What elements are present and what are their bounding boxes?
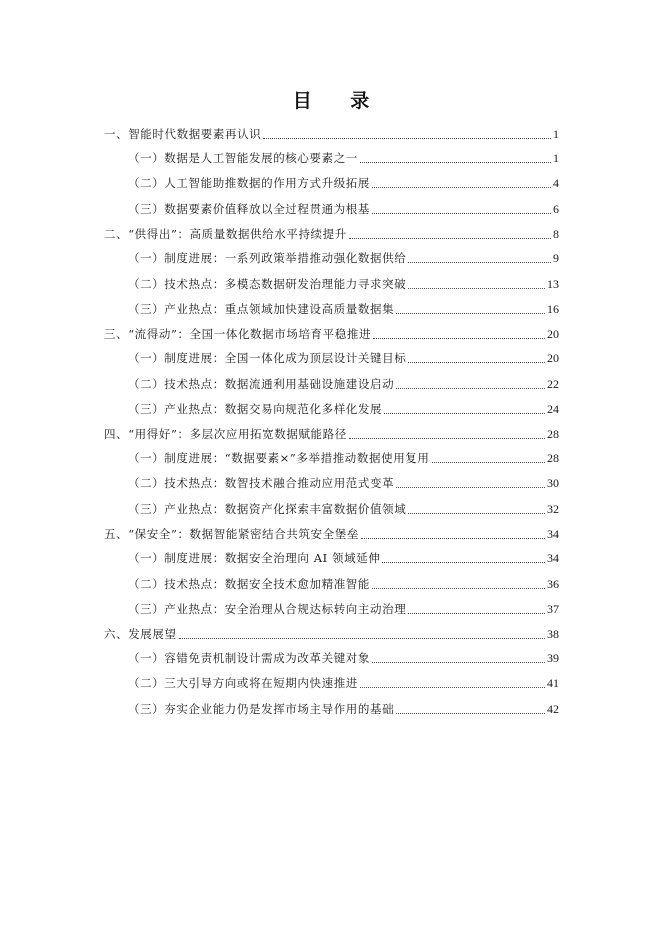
toc-entry[interactable] bbox=[128, 346, 559, 366]
toc-entry-label: （三）产业热点：安全治理从合规达标转向主动治理 bbox=[128, 602, 407, 616]
toc-dot-leader bbox=[408, 512, 545, 514]
toc-entry-page-number: 16 bbox=[547, 302, 559, 316]
toc-entry[interactable] bbox=[128, 372, 559, 392]
toc-entry[interactable] bbox=[128, 497, 559, 517]
toc-entry[interactable] bbox=[128, 597, 559, 617]
toc-entry-page-number: 41 bbox=[547, 676, 559, 690]
toc-entry-label: （一）制度进展：“数据要素×”多举措推动数据使用复用 bbox=[128, 451, 430, 465]
toc-dot-leader bbox=[349, 437, 545, 439]
toc-dot-leader bbox=[372, 212, 551, 214]
toc-dot-leader bbox=[372, 186, 551, 188]
toc-entry-label: （二）技术热点：多模态数据研发治理能力寻求突破 bbox=[128, 277, 407, 291]
toc-entry[interactable] bbox=[128, 546, 559, 566]
toc-entry[interactable] bbox=[128, 272, 559, 292]
toc-dot-leader bbox=[384, 412, 545, 414]
toc-entry-page-number: 1 bbox=[553, 151, 559, 165]
toc-entry-page-number: 34 bbox=[547, 551, 559, 565]
toc-entry[interactable] bbox=[128, 671, 559, 691]
toc-entry-label: （一）制度进展：全国一体化成为顶层设计关键目标 bbox=[128, 351, 407, 365]
toc-entry-page-number: 34 bbox=[547, 527, 559, 541]
toc-entry-page-number: 37 bbox=[547, 602, 559, 616]
toc-entry[interactable] bbox=[128, 146, 559, 166]
toc-entry[interactable] bbox=[128, 446, 559, 466]
toc-entry-label: （三）产业热点：数据资产化探索丰富数据价值领域 bbox=[128, 502, 407, 516]
toc-entry[interactable] bbox=[104, 622, 559, 642]
toc-entry-label: （一）数据是人工智能发展的核心要素之一 bbox=[128, 151, 358, 165]
toc-dot-leader bbox=[179, 637, 545, 639]
toc-entry-label: （三）夯实企业能力仍是发挥市场主导作用的基础 bbox=[128, 702, 395, 716]
toc-dot-leader bbox=[373, 337, 545, 339]
toc-entry-page-number: 30 bbox=[547, 476, 559, 490]
toc-entry-label: （三）产业热点：重点领域加快建设高质量数据集 bbox=[128, 302, 395, 316]
toc-entry-page-number: 13 bbox=[547, 277, 559, 291]
toc-entry-label: 四、“用得好”：多层次应用拓宽数据赋能路径 bbox=[104, 427, 347, 441]
toc-entry[interactable] bbox=[128, 697, 559, 717]
toc-entry[interactable] bbox=[104, 522, 559, 542]
toc-entry[interactable] bbox=[128, 297, 559, 317]
toc-entry-page-number: 1 bbox=[553, 127, 559, 141]
toc-dot-leader bbox=[382, 561, 545, 563]
toc-dot-leader bbox=[408, 612, 545, 614]
toc-dot-leader bbox=[408, 287, 545, 289]
toc-entry[interactable] bbox=[128, 397, 559, 417]
toc-dot-leader bbox=[396, 387, 545, 389]
toc-entry[interactable] bbox=[104, 322, 559, 342]
toc-entry-label: 五、“保安全”：数据智能紧密结合共筑安全堡垒 bbox=[104, 527, 359, 541]
toc-entry-label: 三、“流得动”：全国一体化数据市场培育平稳推进 bbox=[104, 327, 372, 341]
toc-entry-page-number: 42 bbox=[547, 702, 559, 716]
toc-dot-leader bbox=[396, 312, 545, 314]
toc-dot-leader bbox=[396, 712, 545, 714]
toc-entry-page-number: 8 bbox=[553, 227, 559, 241]
toc-entry-label: 一、智能时代数据要素再认识 bbox=[104, 127, 262, 141]
toc-entry-label: 六、发展展望 bbox=[104, 627, 177, 641]
toc-entry-label: 二、“供得出”：高质量数据供给水平持续提升 bbox=[104, 227, 347, 241]
toc-entry-page-number: 38 bbox=[547, 627, 559, 641]
toc-entry-label: （二）技术热点：数据流通利用基础设施建设启动 bbox=[128, 377, 395, 391]
toc-title: 目 录 bbox=[292, 90, 386, 112]
toc-entry-page-number: 24 bbox=[547, 402, 559, 416]
toc-entry-page-number: 6 bbox=[553, 202, 559, 216]
toc-entry[interactable] bbox=[128, 197, 559, 217]
toc-entry-page-number: 39 bbox=[547, 651, 559, 665]
toc-entry-label: （一）容错免责机制设计需成为改革关键对象 bbox=[128, 651, 370, 665]
toc-entry-label: （一）制度进展：一系列政策举措推动强化数据供给 bbox=[128, 251, 407, 265]
toc-entry[interactable] bbox=[104, 422, 559, 442]
toc-entry-label: （二）三大引导方向或将在短期内快速推进 bbox=[128, 676, 358, 690]
toc-entry-page-number: 9 bbox=[553, 251, 559, 265]
toc-entry[interactable] bbox=[128, 171, 559, 191]
toc-entry-label: （一）制度进展：数据安全治理向 AI 领域延伸 bbox=[128, 551, 381, 565]
toc-entry-page-number: 22 bbox=[547, 377, 559, 391]
toc-entry[interactable] bbox=[104, 222, 559, 242]
toc-dot-leader bbox=[349, 237, 551, 239]
toc-entry-page-number: 36 bbox=[547, 577, 559, 591]
toc-dot-leader bbox=[408, 361, 545, 363]
toc-dot-leader bbox=[360, 686, 545, 688]
toc-dot-leader bbox=[372, 661, 545, 663]
toc-entry-page-number: 20 bbox=[547, 327, 559, 341]
toc-entry-label: （三）产业热点：数据交易向规范化多样化发展 bbox=[128, 402, 383, 416]
toc-dot-leader bbox=[396, 486, 545, 488]
toc-dot-leader bbox=[408, 261, 551, 263]
toc-dot-leader bbox=[361, 537, 545, 539]
toc-entry-page-number: 4 bbox=[553, 176, 559, 190]
toc-entry-page-number: 20 bbox=[547, 351, 559, 365]
toc-entry-label: （二）技术热点：数据安全技术愈加精准智能 bbox=[128, 577, 370, 591]
toc-entry[interactable] bbox=[104, 122, 559, 142]
toc-entry[interactable] bbox=[128, 246, 559, 266]
toc-dot-leader bbox=[263, 137, 551, 139]
toc-entry[interactable] bbox=[128, 471, 559, 491]
toc-entry[interactable] bbox=[128, 646, 559, 666]
toc-dot-leader bbox=[372, 587, 545, 589]
toc-dot-leader bbox=[432, 461, 546, 463]
toc-entry-page-number: 28 bbox=[547, 427, 559, 441]
toc-entry-page-number: 32 bbox=[547, 502, 559, 516]
toc-dot-leader bbox=[360, 161, 551, 163]
toc-entry-label: （二）人工智能助推数据的作用方式升级拓展 bbox=[128, 176, 370, 190]
toc-entry-label: （三）数据要素价值释放以全过程贯通为根基 bbox=[128, 202, 370, 216]
toc-entry[interactable] bbox=[128, 572, 559, 592]
toc-entry-label: （二）技术热点：数智技术融合推动应用范式变革 bbox=[128, 476, 395, 490]
toc-entry-page-number: 28 bbox=[547, 451, 559, 465]
